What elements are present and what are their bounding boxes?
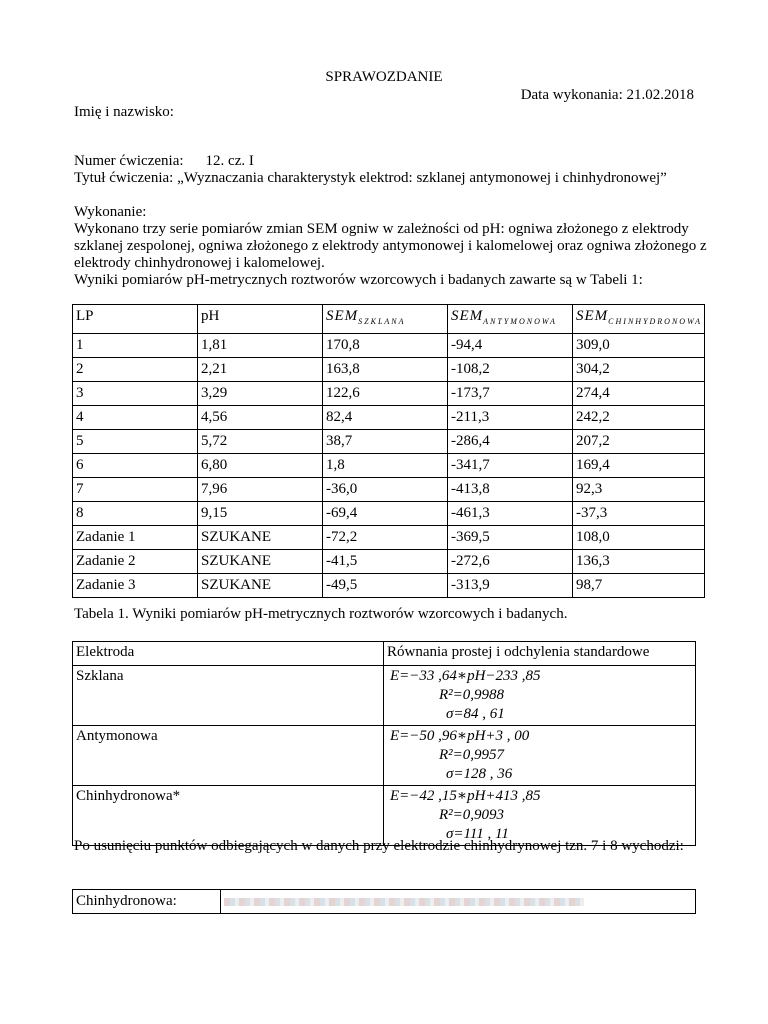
header-sem-quinhydrone: $SEM_{CHINHYDRONOWA}$ [573,305,705,334]
table-cell: -36,0 [323,478,448,502]
table-cell: 38,7 [323,430,448,454]
regression-equation: E=−50 ,96∗pH+3 , 00 [390,728,530,744]
table-cell: 2 [73,358,198,382]
equation-cell [384,786,696,846]
table-cell: 304,2 [573,358,705,382]
header-equations: Równania prostej i odchylenia standardowe [384,642,696,666]
table-row [73,786,696,846]
table-cell: Zadanie 3 [73,574,198,598]
table-cell: 1,8 [323,454,448,478]
table-row [73,550,705,574]
header-electrode: Elektroda [73,642,384,666]
table-cell: -369,5 [448,526,573,550]
table-cell: 5 [73,430,198,454]
exercise-number-value: 12. cz. I [205,153,254,169]
standard-deviation: σ=111 , 11 [446,826,509,842]
table-cell: -272,6 [448,550,573,574]
corrected-table [72,889,696,914]
equation-cell [384,726,696,786]
table-cell: 170,8 [323,334,448,358]
table-cell: 1 [73,334,198,358]
table-row [73,406,705,430]
outlier-note: Po usunięciu punktów odbiegających w danych przy elektrodzie chinhydrynowej tzn. 7 i 8 wychodzi: [74,838,684,854]
table-cell: 2,21 [198,358,323,382]
table-row [73,358,705,382]
table-cell: 5,72 [198,430,323,454]
table-cell: 242,2 [573,406,705,430]
table-cell: 9,15 [198,502,323,526]
table-cell: -94,4 [448,334,573,358]
table-cell: Zadanie 1 [73,526,198,550]
equation-cell [384,666,696,726]
table-row [73,526,705,550]
exercise-number-label: Numer ćwiczenia: [74,153,184,169]
table-cell: -413,8 [448,478,573,502]
table-cell: 6,80 [198,454,323,478]
table-cell: 169,4 [573,454,705,478]
header-sem-glass: $SEM_{SZKLANA}$ [323,305,448,334]
table-cell: -69,4 [323,502,448,526]
redaction-blur [224,898,584,906]
table-row [73,890,696,914]
table-header-row [73,642,696,666]
header-sem-antimony: $SEM_{ANTYMONOWA}$ [448,305,573,334]
regression-equation: E=−42 ,15∗pH+413 ,85 [390,788,541,804]
table1-caption: Tabela 1. Wyniki pomiarów pH-metrycznych roztworów wzorcowych i badanych. [74,606,568,622]
table-cell: -108,2 [448,358,573,382]
table-row [73,430,705,454]
table-cell: 207,2 [573,430,705,454]
table-cell: 82,4 [323,406,448,430]
table-cell: 6 [73,454,198,478]
table-header-row [73,305,705,334]
table-cell: 274,4 [573,382,705,406]
electrode-name: Antymonowa [73,726,384,786]
table-cell: -173,7 [448,382,573,406]
table-cell: -313,9 [448,574,573,598]
exercise-title: Tytuł ćwiczenia: „Wyznaczania charakterystyk elektrod: szklanej antymonowej i chinhydronowej” [74,170,667,186]
table-cell: 3 [73,382,198,406]
table-cell: SZUKANE [198,526,323,550]
execution-date: Data wykonania: 21.02.2018 [520,87,694,103]
exercise-number [74,153,254,170]
table-cell: 122,6 [323,382,448,406]
table-cell: -286,4 [448,430,573,454]
standard-deviation: σ=84 , 61 [446,706,505,722]
table-row [73,382,705,406]
electrode-name: Chinhydronowa* [73,786,384,846]
measurements-table [72,304,705,598]
table-cell: -41,5 [323,550,448,574]
table-row [73,502,705,526]
document-title: SPRAWOZDANIE [325,69,443,85]
equations-table [72,641,696,846]
table-cell: 8 [73,502,198,526]
header-lp: LP [73,305,198,334]
table-cell: 98,7 [573,574,705,598]
table-cell: 4,56 [198,406,323,430]
redacted-content [221,890,696,914]
execution-paragraph: Wykonano trzy serie pomiarów zmian SEM ogniw w zależności od pH: ogniwa złożonego z elektrody szklanej zespolonej, ogniwa złożonego z elektrody antymonowej i kalomelowej oraz ogniwa złożonego z elektrody chinhydronowej i kalomelowej. [74,221,707,271]
table-cell: 309,0 [573,334,705,358]
table-cell: 1,81 [198,334,323,358]
r-squared: R²=0,9957 [439,747,505,763]
table-cell: 92,3 [573,478,705,502]
table-row [73,574,705,598]
table-cell: 136,3 [573,550,705,574]
table-row [73,334,705,358]
table-cell: -211,3 [448,406,573,430]
table-cell: SZUKANE [198,574,323,598]
execution-section [74,204,714,289]
table-cell: 4 [73,406,198,430]
table-cell: -49,5 [323,574,448,598]
table-row [73,726,696,786]
table-cell: -461,3 [448,502,573,526]
table-cell: 7 [73,478,198,502]
table-cell: 7,96 [198,478,323,502]
table-row [73,454,705,478]
execution-heading: Wykonanie: [74,204,147,220]
r-squared: R²=0,9093 [439,807,505,823]
table-row [73,666,696,726]
table-cell: -72,2 [323,526,448,550]
name-label: Imię i nazwisko: [74,104,174,120]
regression-equation: E=−33 ,64∗pH−233 ,85 [390,668,541,684]
table-cell: SZUKANE [198,550,323,574]
table-cell: 163,8 [323,358,448,382]
table-cell: -341,7 [448,454,573,478]
table-cell: -37,3 [573,502,705,526]
table-cell: 3,29 [198,382,323,406]
table-row [73,478,705,502]
electrode-name: Szklana [73,666,384,726]
header-ph: pH [198,305,323,334]
corrected-electrode-label: Chinhydronowa: [73,890,221,914]
standard-deviation: σ=128 , 36 [446,766,513,782]
r-squared: R²=0,9988 [439,687,505,703]
table-cell: 108,0 [573,526,705,550]
table-cell: Zadanie 2 [73,550,198,574]
table-intro: Wyniki pomiarów pH-metrycznych roztworów wzorcowych i badanych zawarte są w Tabeli 1: [74,272,643,288]
